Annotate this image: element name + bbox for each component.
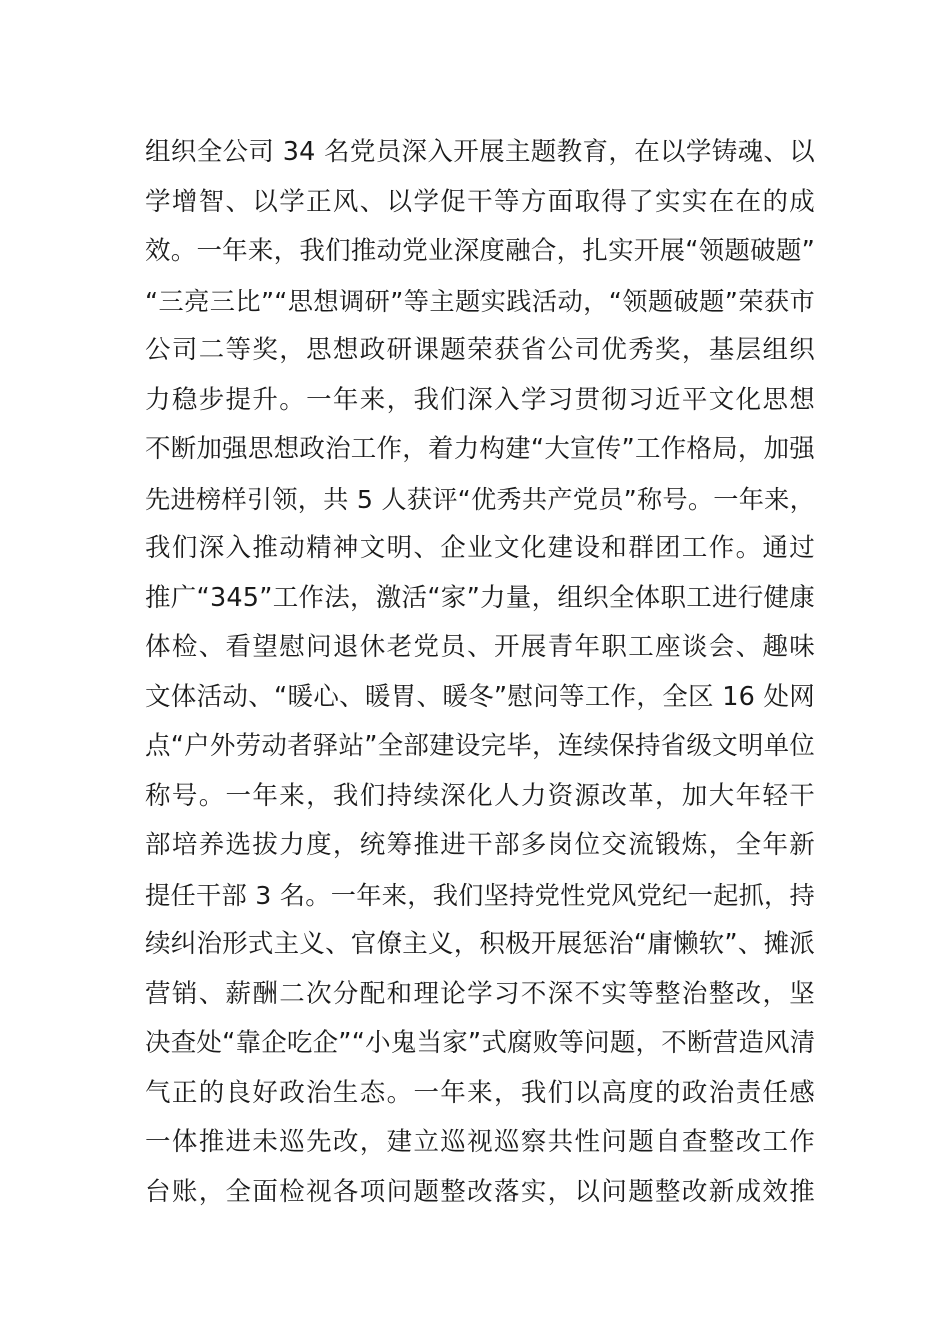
- paragraph-line: 力稳步提升。一年来，我们深入学习贯彻习近平文化思想: [145, 384, 815, 415]
- paragraph-line: 气正的良好政治生态。一年来，我们以高度的政治责任感: [145, 1077, 815, 1108]
- paragraph-line: 称号。一年来，我们持续深化人力资源改革，加大年轻干: [145, 780, 815, 811]
- paragraph-line: 提任干部 3 名。一年来，我们坚持党性党风党纪一起抓，持: [145, 880, 815, 910]
- paragraph-line: 我们深入推动精神文明、企业文化建设和群团工作。通过: [145, 533, 815, 563]
- paragraph-line: 部培养选拔力度，统筹推进干部多岗位交流锻炼，全年新: [145, 830, 815, 860]
- paragraph-line: 组织全公司 34 名党员深入开展主题教育，在以学铸魂、以: [145, 137, 815, 167]
- paragraph-line: 推广“345”工作法，激活“家”力量，组织全体职工进行健康: [145, 582, 815, 613]
- paragraph-line: 体检、看望慰问退休老党员、开展青年职工座谈会、趣味: [145, 632, 815, 662]
- paragraph-line: 决查处“靠企吃企”“小鬼当家”式腐败等问题，不断营造风清: [145, 1028, 816, 1058]
- body-paragraph: [145, 128, 815, 1217]
- paragraph-line: 台账，全面检视各项问题整改落实，以问题整改新成效推: [145, 1176, 815, 1207]
- paragraph-line: 续纠治形式主义、官僚主义，积极开展惩治“庸懒软”、摊派: [145, 929, 815, 959]
- paragraph-line: 学增智、以学正风、以学促干等方面取得了实实在在的成: [145, 186, 815, 217]
- paragraph-line: 文体活动、“暖心、暖胃、暖冬”慰问等工作，全区 16 处网: [145, 681, 815, 712]
- paragraph-line: “三亮三比”“思想调研”等主题实践活动，“领题破题”荣获市: [145, 286, 815, 316]
- paragraph-line: 点“户外劳动者驿站”全部建设完毕，连续保持省级文明单位: [145, 731, 815, 761]
- paragraph-line: 效。一年来，我们推动党业深度融合，扎实开展“领题破题”: [145, 236, 815, 266]
- paragraph-line: 一体推进未巡先改，建立巡视巡察共性问题自查整改工作: [145, 1127, 815, 1157]
- paragraph-line: 不断加强思想政治工作，着力构建“大宣传”工作格局，加强: [145, 434, 815, 464]
- paragraph-line: 先进榜样引领，共 5 人获评“优秀共产党员”称号。一年来，: [145, 484, 816, 514]
- paragraph-line: 公司二等奖，思想政研课题荣获省公司优秀奖，基层组织: [145, 335, 815, 365]
- paragraph-line: 营销、薪酬二次分配和理论学习不深不实等整治整改，坚: [145, 978, 815, 1009]
